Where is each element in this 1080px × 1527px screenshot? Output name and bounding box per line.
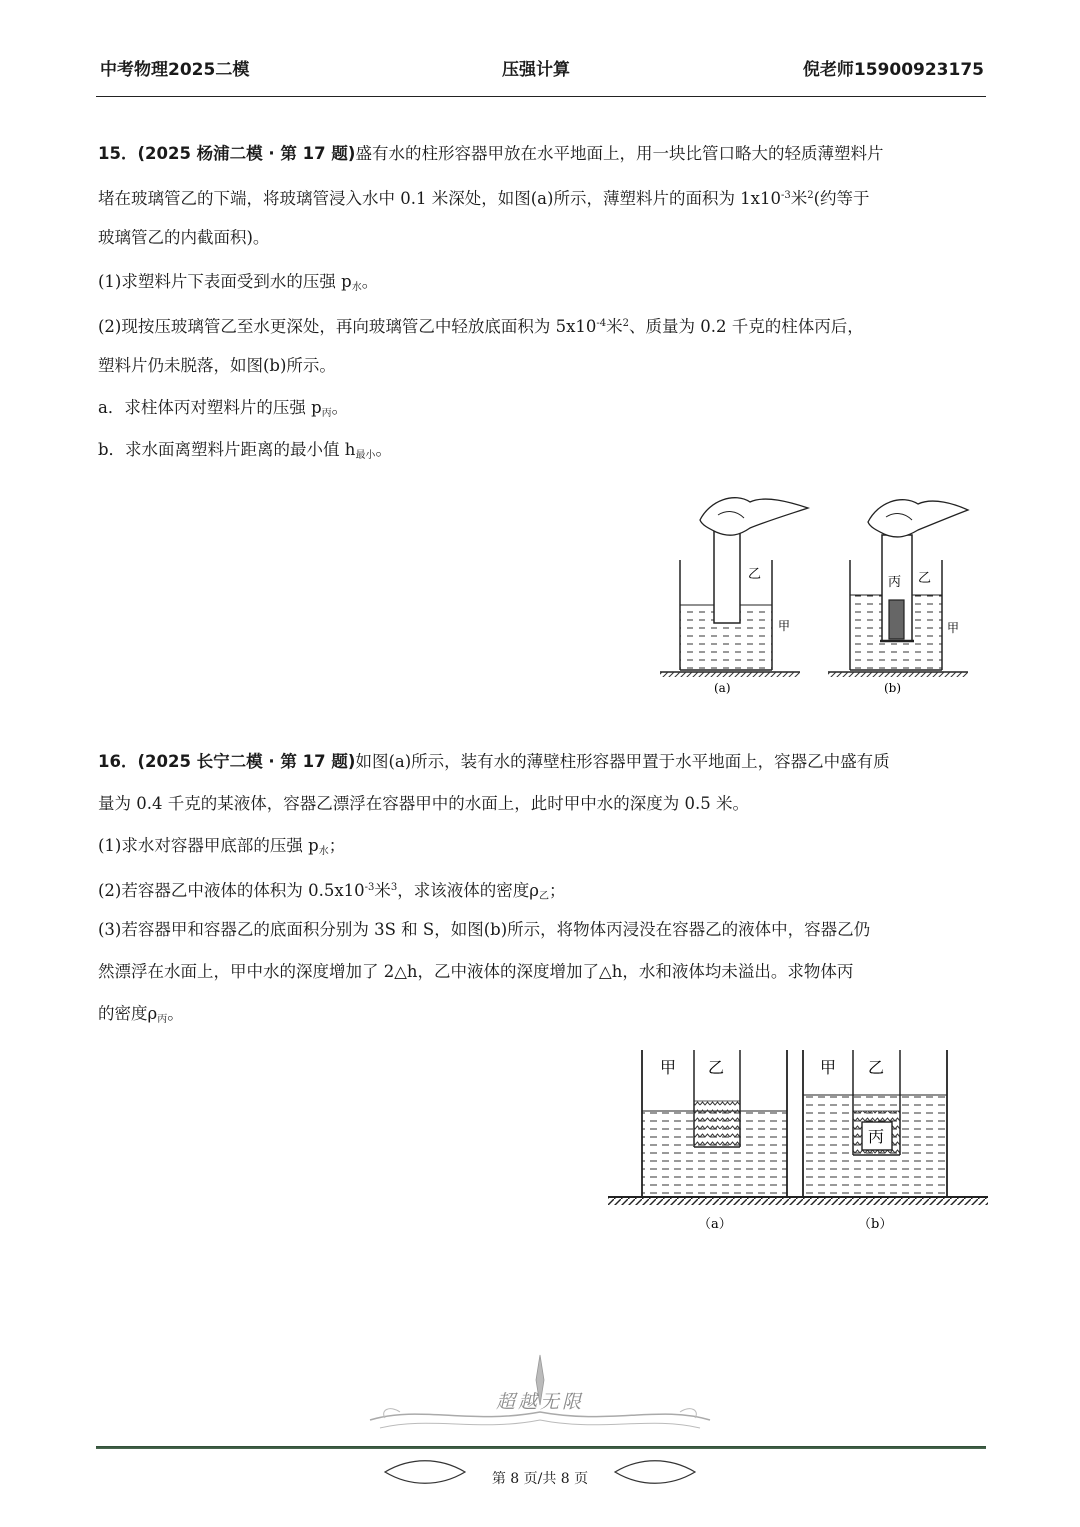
q16-line1 [98,752,986,772]
q15-fig-b [828,500,968,695]
q16-part1-sub: 水 [318,846,329,857]
footer-logo-text: 超越无限 [495,1391,584,1413]
q15-part-a [98,398,986,424]
q16-part2-sub: 乙 [539,891,549,902]
q16-a-label-yi: 乙 [708,1058,725,1077]
q16-part1-text: (1)求水对容器甲底部的压强 p [98,836,319,855]
q15-part2 [98,314,986,337]
q16-part3-end: 。 [167,1004,184,1023]
q15-a-label-yi: 乙 [748,567,762,582]
q15-b-caption: (b) [884,681,902,695]
q16-part3-line1: (3)若容器甲和容器乙的底面积分别为 3S 和 S，如图(b)所示，将物体丙浸没在容器乙的液体中，容器乙仍 [98,920,871,939]
q16-part2-unit: 米 [374,881,391,900]
q16-part3-sub: 丙 [157,1014,168,1025]
q16-part2 [98,878,986,907]
q15-b-label-jia: 甲 [947,621,960,635]
q15-source: (2025 杨浦二模 · 第 17 题) [137,144,356,163]
q15-text2b: 米 [790,189,808,208]
q15-part1-text: (1)求塑料片下表面受到水的压强 p [98,272,352,291]
q15-a-hand [700,498,808,536]
header-right: 倪老师15900923175 [802,60,984,80]
q16-a-liquid [694,1101,740,1147]
q15-b-cylinder [889,600,904,639]
q15-part-b-end: 。 [375,440,392,459]
q15-part2-line2: 塑料片仍未脱落，如图(b)所示。 [98,356,336,375]
q15-b-label-yi: 乙 [918,571,932,586]
q15-b-label-bing: 丙 [888,575,902,590]
q15-text2c: (约等于 [813,189,870,208]
q15-part-a-text: a．求柱体丙对塑料片的压强 p [98,398,322,417]
q16-figure [600,1045,995,1235]
q15-exp2: 2 [807,190,814,201]
q15-part1-sub: 水 [351,282,362,293]
q15-part2-unit: 米 [606,317,623,336]
header-left: 中考物理2025二模 [100,60,250,80]
q16-part3-line2: 然漂浮在水面上，甲中水的深度增加了 2△h，乙中液体的深度增加了△h，水和液体均未溢出。求物体丙 [98,962,854,981]
q15-b-hand [868,500,968,537]
q15-part1-end: 。 [361,272,379,291]
q15-figure [650,480,980,702]
q15-part-a-sub: 丙 [321,408,332,419]
q15-part-b-sub: 最小 [355,450,376,461]
q16-part3-line3 [98,1004,986,1030]
q15-text1: 盛有水的柱形容器甲放在水平地面上，用一块比管口略大的轻质薄塑料片 [355,144,884,163]
q16-text1: 如图(a)所示，装有水的薄壁柱形容器甲置于水平地面上，容器乙中盛有质 [355,752,890,771]
q16-b-label-jia: 甲 [820,1058,837,1077]
q15-line2 [98,186,986,209]
header-rule [96,96,986,97]
page-header [96,55,984,81]
q15-part-b-text: b．求水面离塑料片距离的最小值 h [98,440,356,459]
q16-part2-text: (2)若容器乙中液体的体积为 0.5x10 [98,881,365,900]
q15-part1 [98,272,986,298]
q15-text2a: 堵在玻璃管乙的下端，将玻璃管浸入水中 0.1 米深处，如图(a)所示，薄塑料片的面积为 1x10 [98,189,781,208]
q15-number: 15． [98,144,138,163]
q15-a-caption: (a) [714,681,731,695]
q16-part2-end: ； [549,881,566,900]
q16-part2-rest: ，求该液体的密度ρ [397,881,539,900]
q15-part2-exp2: 2 [622,318,630,329]
q16-number: 16． [98,752,138,771]
q16-source: (2025 长宁二模 · 第 17 题) [137,752,356,771]
q15-part-a-end: 。 [331,398,349,417]
q16-ground [608,1197,988,1205]
q16-b-label-bing: 丙 [868,1127,885,1146]
q16-b-label-yi: 乙 [868,1058,885,1077]
q15-line1 [98,144,986,164]
header-center: 压强计算 [502,60,570,80]
q16-a-label-jia: 甲 [660,1058,677,1077]
q15-a-tube [714,530,740,623]
q15-fig-a [660,498,808,695]
q15-part-b [98,440,986,466]
q16-a-caption: （a） [698,1217,732,1232]
q16-part3-text: 的密度ρ [98,1004,158,1023]
q16-part2-exp2: 3 [390,882,398,893]
footer-rule [96,1446,986,1449]
q16-part1-end: ； [328,836,346,855]
q16-part2-exp: -3 [364,882,375,893]
q15-line3: 玻璃管乙的内截面积)。 [98,228,270,247]
page-number: 第 8 页/共 8 页 [491,1471,589,1487]
q15-part2-text: (2)现按压玻璃管乙至水更深处，再向玻璃管乙中轻放底面积为 5x10 [98,317,597,336]
q15-part2-rest: 、质量为 0.2 千克的柱体丙后， [629,317,864,336]
q16-line2: 量为 0.4 千克的某液体，容器乙漂浮在容器甲中的水面上，此时甲中水的深度为 0.5 米。 [98,794,749,813]
q16-part1 [98,836,986,862]
q15-exp1: -3 [781,190,791,201]
q15-part2-exp: -4 [596,318,607,329]
q15-a-label-jia: 甲 [778,619,791,633]
q16-b-caption: （b） [858,1217,893,1232]
